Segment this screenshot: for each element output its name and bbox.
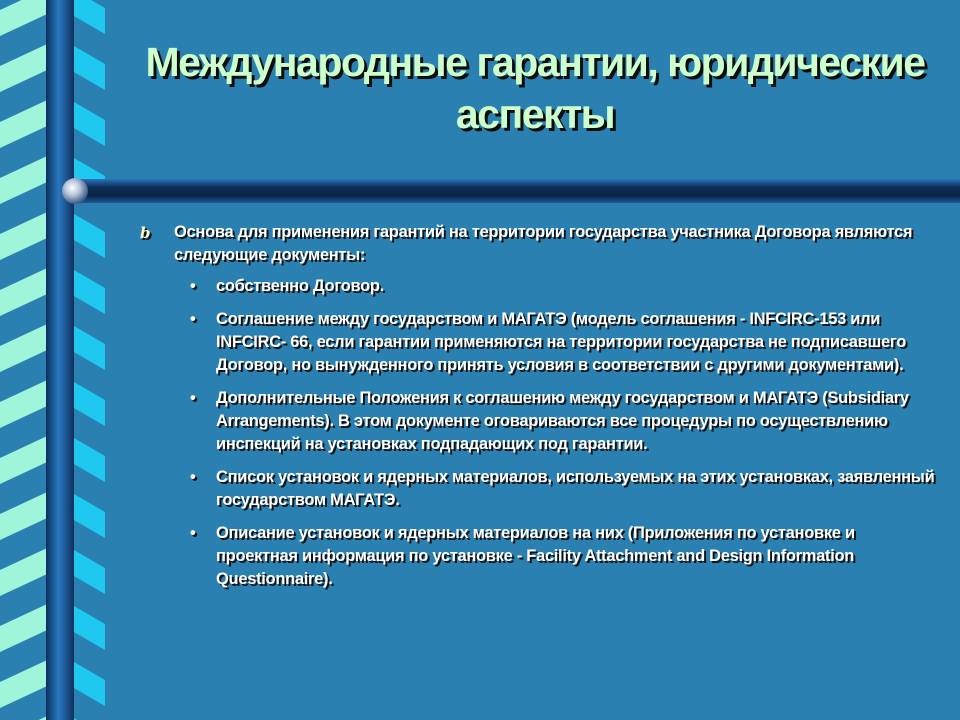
divider-bar [70,179,960,203]
slide-title: Международные гарантии, юридические аспекты [145,39,925,137]
list-item [140,308,940,377]
divider-knob [62,178,88,204]
list-item [140,466,940,512]
list-item-text: Список установок и ядерных материалов, используемых на этих установках, заявленный государством МАГАТЭ. [216,468,935,509]
list-item [140,522,940,591]
list-item-text: Дополнительные Положения к соглашению между государством и МАГАТЭ (Subsidiary Arrangements). В этом документе оговариваются все процедуры по осуществлению инспекций на установках подпадающих под гарантии. [216,389,909,453]
list-item [140,387,940,456]
list-item-text: Соглашение между государством и МАГАТЭ (модель соглашения - INFCIRC-153 или INFCIRC- 66, если гарантии применяются на территории государства не подписавшего Договор, но вынужденного принять условия в соответствии с другими документами). [216,310,906,374]
list-item-text: Описание установок и ядерных материалов на них (Приложения по установке и проектная информация по установке - Facility Attachment and Design Information Questionnaire). [216,524,855,588]
documents-list [140,275,940,591]
dot-bullet-icon: • [190,468,196,486]
dot-bullet-icon: • [190,389,196,407]
list-item [140,275,940,298]
intro-bullet-item [140,221,940,267]
slide-content [140,221,940,601]
list-item-text: собственно Договор. [216,277,384,295]
script-b-bullet-icon: b [140,224,151,242]
dot-bullet-icon: • [190,524,196,542]
decorative-ribbon-pole [0,0,105,720]
vertical-pole [46,0,74,720]
dot-bullet-icon: • [190,310,196,328]
dot-bullet-icon: • [190,277,196,295]
intro-text: Основа для применения гарантий на территории государства участника Договора являются следующие документы: [174,223,913,264]
horizontal-divider-bar [62,178,960,206]
